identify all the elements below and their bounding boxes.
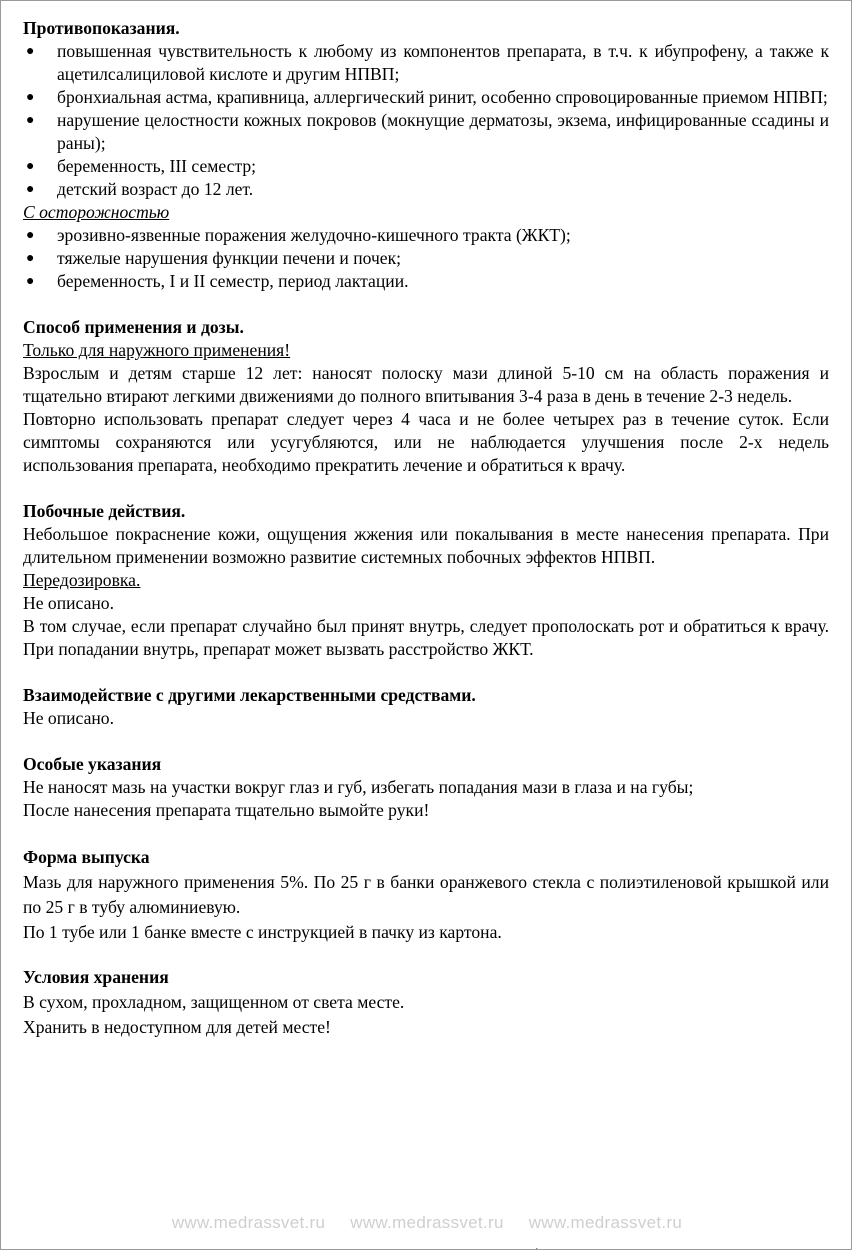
watermark-text: www.medrassvet.ru <box>171 1213 326 1232</box>
caution-subtitle: С осторожностью <box>23 202 170 222</box>
section-title-special: Особые указания <box>23 754 162 774</box>
watermark-text: www.medrassvet.ru <box>528 1213 683 1232</box>
overdose-text: Не описано. <box>23 593 114 613</box>
watermark-text: www.medrassvet.ru <box>350 1213 504 1232</box>
side-effects-paragraph: Небольшое покраснение кожи, ощущения жжения или покалывания в месте нанесения препарата. При длительном применении возможно развитие системных побочных эффектов НПВП. <box>23 524 829 567</box>
page-mark: . <box>535 1239 539 1250</box>
bullet-icon: ● <box>26 228 35 243</box>
list-item: ● тяжелые нарушения функции печени и почек; <box>26 248 402 268</box>
contraindications-list <box>23 40 829 201</box>
form-paragraph-2: По 1 тубе или 1 банке вместе с инструкцией в пачку из картона. <box>23 922 502 942</box>
overdose-subtitle: Передозировка. <box>23 570 141 590</box>
list-item: ● детский возраст до 12 лет. <box>26 179 254 199</box>
external-use-note: Только для наружного применения! <box>23 340 291 360</box>
dosage-paragraph-1: Взрослым и детям старше 12 лет: наносят полоску мази длиной 5-10 см на область поражения и тщательно втирают легкими движениями до полного впитывания 3-4 раза в день в течение 2-3 недель. <box>23 363 829 406</box>
list-item: ● эрозивно-язвенные поражения желудочно-кишечного тракта (ЖКТ); <box>26 225 571 245</box>
list-item: ● нарушение целостности кожных покровов (мокнущие дерматозы, экзема, инфицированные ссадины и раны); <box>26 110 829 153</box>
list-item: ● беременность, I и II семестр, период лактации. <box>26 271 409 291</box>
section-title-form: Форма выпуска <box>23 847 150 867</box>
special-line-1: Не наносят мазь на участки вокруг глаз и губ, избегать попадания мази в глаза и на губы; <box>23 777 694 797</box>
storage-line-2: Хранить в недоступном для детей месте! <box>23 1017 331 1037</box>
special-line-2: После нанесения препарата тщательно вымойте руки! <box>23 800 430 820</box>
watermark <box>1 1213 852 1233</box>
list-item: ● повышенная чувствительность к любому из компонентов препарата, в т.ч. к ибупрофену, а также к ацетилсалициловой кислоте и другим НПВП; <box>26 41 829 84</box>
interaction-text: Не описано. <box>23 708 114 728</box>
bullet-icon: ● <box>26 182 35 197</box>
section-title-interaction: Взаимодействие с другими лекарственными средствами. <box>23 685 476 705</box>
section-title-storage: Условия хранения <box>23 967 169 987</box>
bullet-icon: ● <box>26 44 35 59</box>
bullet-icon: ● <box>26 274 35 289</box>
section-title-dosage: Способ применения и дозы. <box>23 317 244 337</box>
bullet-icon: ● <box>26 159 35 174</box>
list-item: ● бронхиальная астма, крапивница, аллергический ринит, особенно спровоцированные приемом НПВП; <box>26 87 828 107</box>
caution-list <box>23 224 829 293</box>
list-item: ● беременность, III семестр; <box>26 156 257 176</box>
storage-line-1: В сухом, прохладном, защищенном от света месте. <box>23 992 405 1012</box>
bullet-icon: ● <box>26 251 35 266</box>
section-title-side-effects: Побочные действия. <box>23 501 186 521</box>
bullet-icon: ● <box>26 90 35 105</box>
form-paragraph-1: Мазь для наружного применения 5%. По 25 г в банки оранжевого стекла с полиэтиленовой крышкой или по 25 г в тубу алюминиевую. <box>23 872 829 917</box>
bullet-icon: ● <box>26 113 35 128</box>
overdose-paragraph: В том случае, если препарат случайно был принят внутрь, следует прополоскать рот и обратиться к врачу. При попадании внутрь, препарат может вызвать расстройство ЖКТ. <box>23 616 829 659</box>
section-title-contraindications: Противопоказания. <box>23 18 180 38</box>
document-body <box>23 17 829 1040</box>
release-form-section <box>23 845 829 1040</box>
dosage-paragraph-2: Повторно использовать препарат следует через 4 часа и не более четырех раз в течение суток. Если симптомы сохраняются или усугубляются, или не наблюдается улучшения после 2-х недель использования препарата, необходимо прекратить лечение и обратиться к врачу. <box>23 409 829 475</box>
